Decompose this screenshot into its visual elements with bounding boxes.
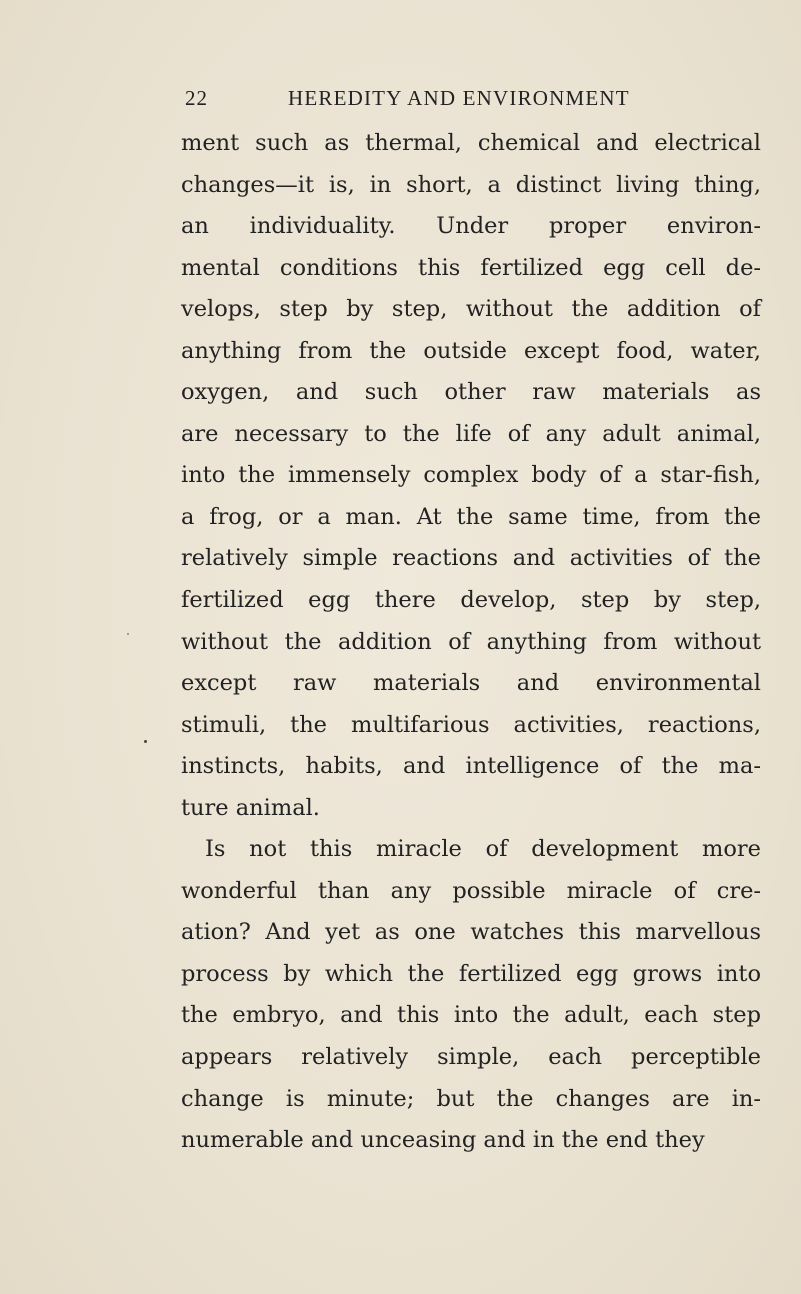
paper-speck bbox=[127, 633, 129, 635]
body-text bbox=[181, 123, 761, 1162]
text-line: are necessary to the life of any adult animal, bbox=[181, 420, 761, 447]
text-line: stimuli, the multifarious activities, reactions, bbox=[181, 711, 761, 738]
text-line: ment such as thermal, chemical and electrical bbox=[181, 130, 761, 156]
text-line: except raw materials and environmental bbox=[181, 670, 761, 697]
paper-speck bbox=[144, 740, 147, 743]
text-line: wonderful than any possible miracle of cre- bbox=[181, 877, 761, 904]
text-line: process by which the fertilized egg grows into bbox=[181, 960, 761, 987]
text-line: anything from the outside except food, water, bbox=[181, 337, 761, 364]
text-line: without the addition of anything from without bbox=[181, 628, 761, 655]
text-line: changes—it is, in short, a distinct living thing, bbox=[181, 171, 761, 198]
page-number: 22 bbox=[185, 86, 208, 110]
text-line: instincts, habits, and intelligence of the ma- bbox=[181, 753, 761, 780]
text-line: appears relatively simple, each perceptible bbox=[181, 1044, 761, 1071]
running-title: HEREDITY AND ENVIRONMENT bbox=[288, 86, 630, 110]
text-line: oxygen, and such other raw materials as bbox=[181, 379, 761, 406]
text-line: the embryo, and this into the adult, each step bbox=[181, 1002, 761, 1029]
text-line: an individuality. Under proper environ- bbox=[181, 213, 761, 240]
running-head bbox=[185, 86, 752, 116]
text-line: change is minute; but the changes are in- bbox=[181, 1085, 761, 1112]
text-line: mental conditions this fertilized egg cell de- bbox=[181, 254, 761, 281]
text-line: relatively simple reactions and activities of the bbox=[181, 545, 761, 572]
text-line: Is not this miracle of development more bbox=[205, 836, 761, 863]
text-line: into the immensely complex body of a star-fish, bbox=[181, 462, 761, 489]
text-line: ture animal. bbox=[181, 794, 320, 821]
text-line: ation? And yet as one watches this marvellous bbox=[181, 919, 761, 946]
text-line: velops, step by step, without the addition of bbox=[181, 296, 761, 323]
text-line: fertilized egg there develop, step by step, bbox=[181, 587, 761, 614]
text-line: a frog, or a man. At the same time, from the bbox=[181, 503, 761, 530]
text-line: numerable and unceasing and in the end they bbox=[181, 1127, 705, 1154]
